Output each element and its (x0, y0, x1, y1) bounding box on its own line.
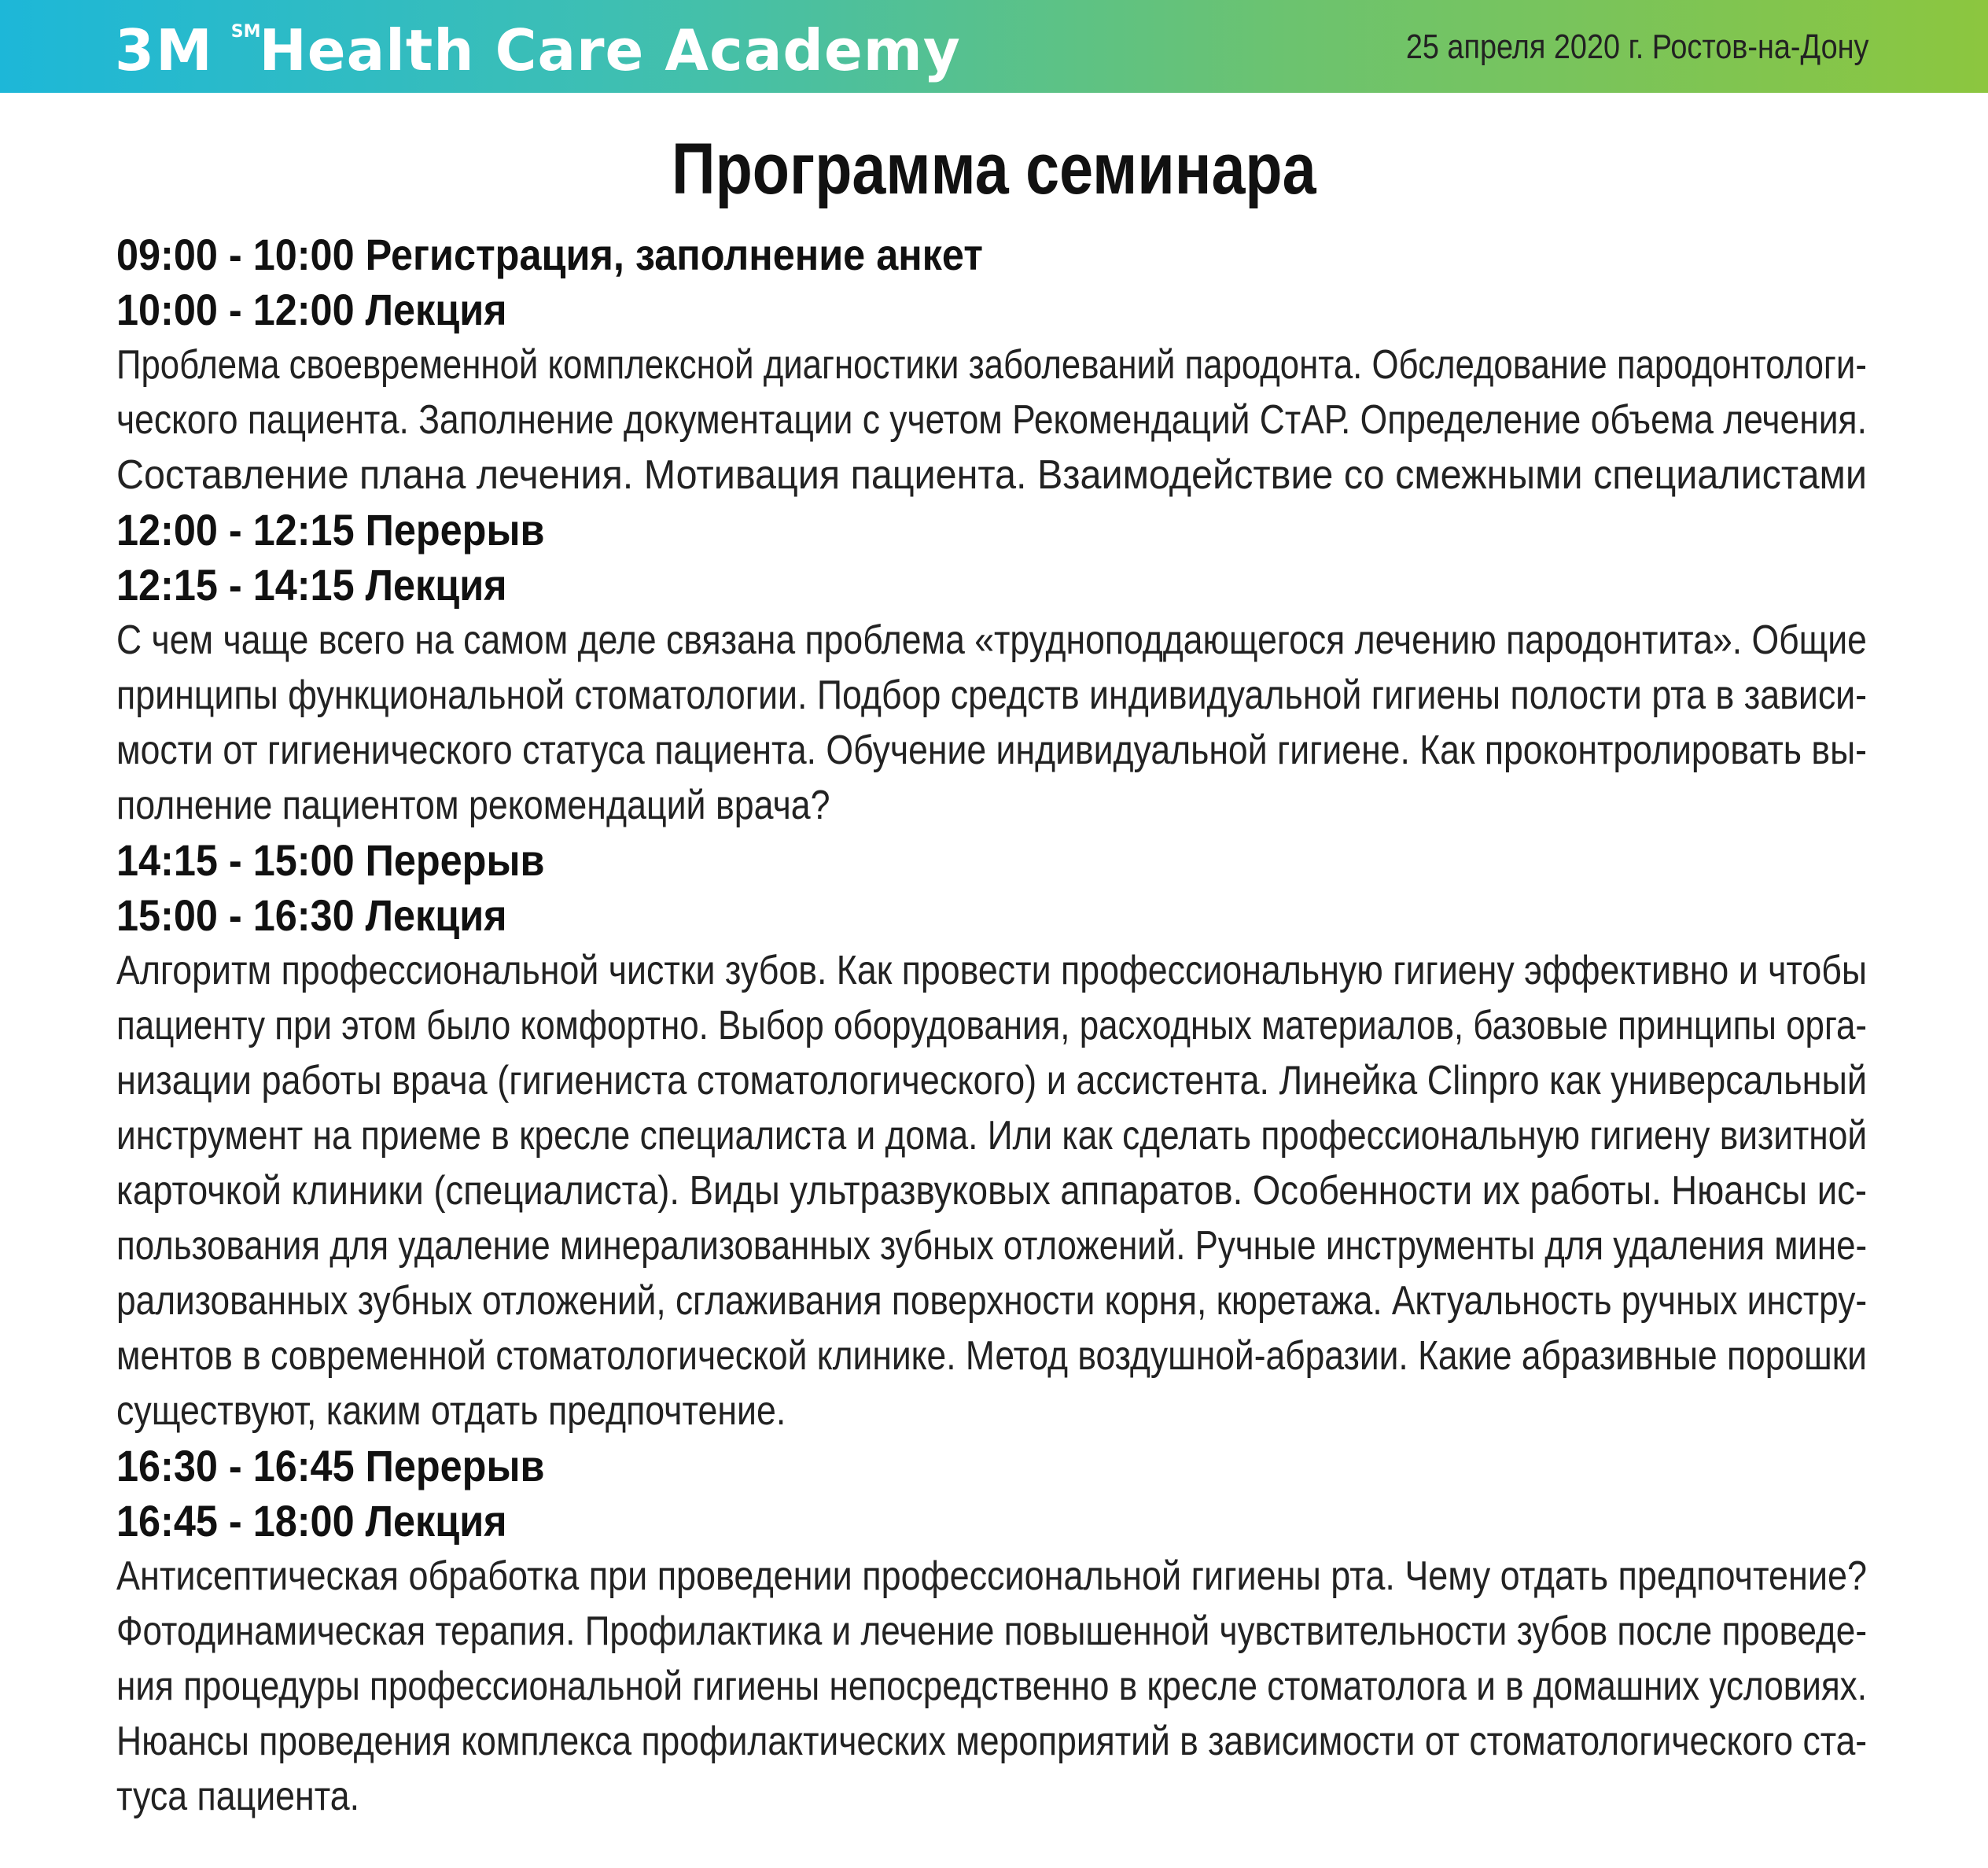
schedule-description-text: Фотодинамическая терапия. Профилактика и лечение повышенной чувствительности зубов после проведе- (116, 1608, 1868, 1654)
schedule-time-heading (116, 833, 1867, 888)
schedule-description-text: Алгоритм профессиональной чистки зубов. Как провести профессиональную гигиену эффективно и чтобы (116, 948, 1868, 993)
schedule-description-text: инструмент на приеме в кресле специалиста и дома. Или как сделать профессиональную гигиену визитной (116, 1113, 1868, 1159)
schedule-description-text: принципы функциональной стоматологии. Подбор средств индивидуальной гигиены полости рта в зависи- (116, 672, 1868, 718)
brand-logo (115, 11, 961, 90)
schedule-description-line (116, 337, 1867, 392)
schedule-description-text: пользования для удаление минерализованных зубных отложений. Ручные инструменты для удаления мине- (116, 1223, 1868, 1269)
schedule-time-heading (116, 558, 1867, 613)
schedule-time-heading (116, 1439, 1867, 1494)
schedule-description-line (116, 778, 1867, 833)
schedule-description-text: Проблема своевременной комплексной диагностики заболеваний пародонта. Обследование пародонтологи- (116, 342, 1867, 388)
schedule-description-text: ния процедуры профессиональной гигиены непосредственно в кресле стоматолога и в домашних условиях. (116, 1664, 1867, 1709)
schedule-description-text: низации работы врача (гигиениста стоматологического) и ассистента. Линейка Clinpro как универсальный (116, 1058, 1868, 1103)
schedule-description-text: Антисептическая обработка при проведении профессиональной гигиены рта. Чему отдать предпочтение? (116, 1553, 1867, 1599)
schedule-description-line (116, 1273, 1867, 1328)
schedule-description-line (116, 1549, 1867, 1604)
schedule-description-line (116, 1328, 1867, 1383)
brand-3m: 3M (115, 17, 214, 83)
schedule-time-heading (116, 227, 1867, 282)
schedule-time-heading-text: 12:15 - 14:15 Лекция (116, 560, 507, 610)
schedule-description-line (116, 1383, 1867, 1439)
schedule-time-heading-text: 10:00 - 12:00 Лекция (116, 285, 507, 334)
schedule-description-text: существуют, каким отдать предпочтение. (116, 1388, 786, 1434)
schedule-description-line (116, 1108, 1867, 1163)
schedule-description-line (116, 613, 1867, 668)
schedule-description-line (116, 1659, 1867, 1714)
schedule-time-heading-text: 16:45 - 18:00 Лекция (116, 1496, 507, 1546)
schedule-time-heading-text: 15:00 - 16:30 Лекция (116, 890, 507, 940)
schedule-time-heading (116, 503, 1867, 558)
schedule-time-heading (116, 282, 1867, 337)
schedule-description-text: пациенту при этом было комфортно. Выбор оборудования, расходных материалов, базовые принципы орга- (116, 1003, 1868, 1048)
schedule-time-heading-text: 09:00 - 10:00 Регистрация, заполнение анкет (116, 230, 983, 279)
schedule-description-text: Нюансы проведения комплекса профилактических мероприятий в зависимости от стоматологического ста- (116, 1719, 1868, 1764)
schedule-description-text: рализованных зубных отложений, сглаживания поверхности корня, кюретажа. Актуальность ручных инстру- (116, 1278, 1868, 1324)
schedule-description-line (116, 943, 1867, 998)
schedule-description-text: полнение пациентом рекомендаций врача? (116, 783, 830, 828)
schedule-description-text: мости от гигиенического статуса пациента. Обучение индивидуальной гигиене. Как проконтролировать вы- (116, 728, 1867, 773)
schedule-time-heading (116, 888, 1867, 943)
schedule-description-line (116, 1163, 1867, 1218)
schedule-description-line (116, 1769, 1867, 1824)
schedule-description-line (116, 668, 1867, 723)
schedule-description-text: туса пациента. (116, 1774, 360, 1819)
schedule-description-line (116, 1053, 1867, 1108)
schedule-description-line (116, 1714, 1867, 1769)
schedule-description-text: карточкой клиники (специалиста). Виды ультразвуковых аппаратов. Особенности их работы. Нюансы ис- (116, 1168, 1868, 1214)
schedule-description-line (116, 1604, 1867, 1659)
brand-service-mark: SM (230, 22, 261, 42)
schedule-description-text: ментов в современной стоматологической клинике. Метод воздушной-абразии. Какие абразивные порошки (116, 1333, 1867, 1379)
schedule-description-line (116, 998, 1867, 1053)
schedule-time-heading-text: 14:15 - 15:00 Перерыв (116, 835, 545, 885)
schedule-description-line (116, 392, 1867, 448)
schedule-time-heading (116, 1494, 1867, 1549)
schedule (116, 227, 1867, 1824)
schedule-description-text: С чем чаще всего на самом деле связана проблема «трудноподдающегося лечению пародонтита». Общие (116, 617, 1867, 663)
page-title-text: Программа семинара (672, 129, 1316, 209)
schedule-time-heading-text: 16:30 - 16:45 Перерыв (116, 1441, 545, 1490)
schedule-description-text: ческого пациента. Заполнение документации с учетом Рекомендаций СтАР. Определение объема лечения. (116, 397, 1867, 443)
schedule-time-heading-text: 12:00 - 12:15 Перерыв (116, 505, 545, 555)
event-date-location: 25 апреля 2020 г. Ростов-на-Дону (1405, 28, 1868, 66)
schedule-description-line (116, 1218, 1867, 1273)
page-title (0, 126, 1988, 212)
brand-name: Health Care Academy (259, 17, 961, 83)
schedule-description-line (116, 723, 1867, 778)
schedule-description-line (116, 448, 1867, 503)
schedule-description-text: Составление плана лечения. Мотивация пациента. Взаимодействие со смежными специалистами (116, 452, 1867, 498)
